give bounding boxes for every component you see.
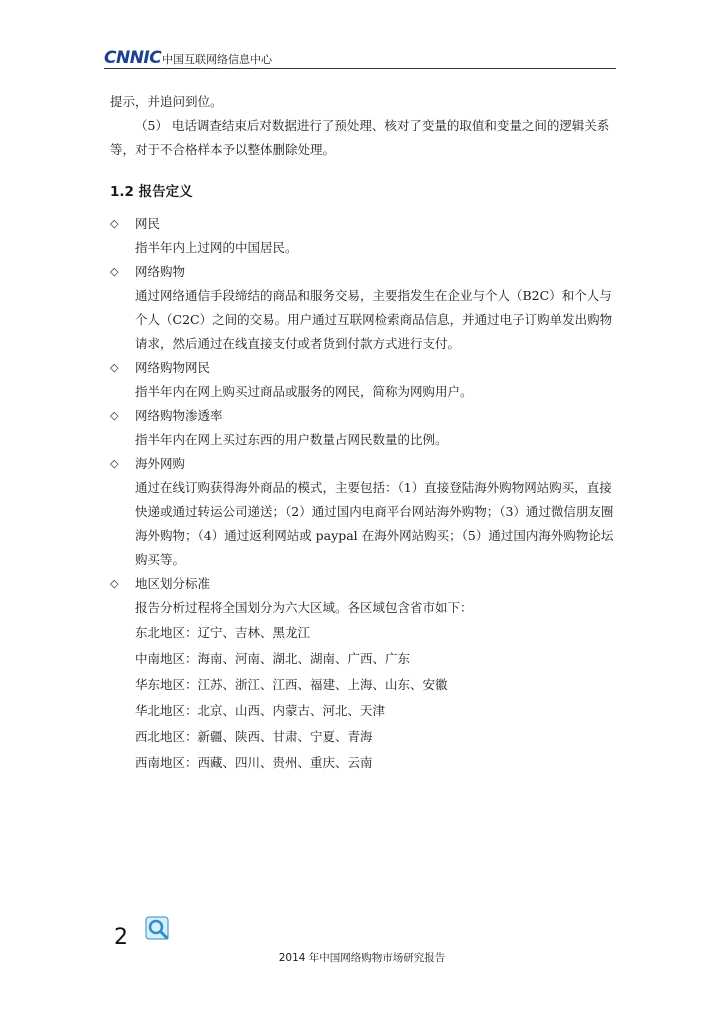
term-definition: 指半年内在网上购买过商品或服务的网民，简称为网购用户。 — [135, 384, 473, 399]
diamond-bullet-icon: ◇ — [110, 265, 119, 278]
cnnic-logo: CNNIC — [104, 48, 162, 68]
region-line: 西北地区：新疆、陕西、甘肃、宁夏、青海 — [135, 729, 373, 744]
term-item — [110, 212, 620, 260]
term-item — [110, 356, 620, 404]
intro-paragraph-5: （5） 电话调查结束后对数据进行了预处理、核对了变量的取值和变量之间的逻辑关系等，对于不合格样本予以整体删除处理。 — [110, 118, 610, 157]
term-list — [110, 212, 620, 620]
diamond-bullet-icon: ◇ — [110, 409, 119, 422]
page-header — [104, 46, 616, 70]
diamond-bullet-icon: ◇ — [110, 457, 119, 470]
header-divider — [104, 68, 616, 69]
term-label: 网络购物渗透率 — [135, 408, 223, 423]
region-line: 东北地区：辽宁、吉林、黑龙江 — [135, 625, 311, 640]
term-definition: 通过网络通信手段缔结的商品和服务交易，主要指发生在企业与个人（B2C）和个人与个人（C2C）之间的交易。用户通过互联网检索商品信息，并通过电子订购单发出购物请求，然后通过在线直接支付或者货到付款方式进行支付。 — [135, 288, 613, 351]
diamond-bullet-icon: ◇ — [110, 217, 119, 230]
diamond-bullet-icon: ◇ — [110, 577, 119, 590]
term-label: 网络购物 — [135, 264, 186, 279]
section-title: 1.2 报告定义 — [110, 184, 193, 200]
term-label: 网络购物网民 — [135, 360, 211, 375]
main-content — [110, 90, 620, 776]
region-list — [110, 620, 620, 776]
term-item — [110, 452, 620, 572]
term-label: 地区划分标准 — [135, 576, 211, 591]
footer-report-title: 2014 年中国网络购物市场研究报告 — [278, 952, 446, 964]
term-definition: 指半年内上过网的中国居民。 — [135, 240, 298, 255]
term-item — [110, 260, 620, 356]
diamond-bullet-icon: ◇ — [110, 361, 119, 374]
term-definition: 指半年内在网上买过东西的用户数量占网民数量的比例。 — [135, 432, 448, 447]
org-name: 中国互联网络信息中心 — [162, 53, 272, 66]
region-line: 中南地区：海南、河南、湖北、湖南、广西、广东 — [135, 651, 411, 666]
region-line: 西南地区：西藏、四川、贵州、重庆、云南 — [135, 755, 373, 770]
region-line: 华北地区：北京、山西、内蒙古、河北、天津 — [135, 703, 386, 718]
term-item — [110, 572, 620, 620]
magnifier-icon — [145, 916, 171, 942]
term-definition: 报告分析过程将全国划分为六大区域。各区域包含省市如下： — [135, 600, 473, 615]
page-number: 2 — [114, 925, 128, 950]
region-line: 华东地区：江苏、浙江、江西、福建、上海、山东、安徽 — [135, 677, 448, 692]
term-label: 海外网购 — [135, 456, 186, 471]
term-item — [110, 404, 620, 452]
term-definition: 通过在线订购获得海外商品的模式，主要包括：（1）直接登陆海外购物网站购买，直接快递或通过转运公司递送；（2）通过国内电商平台网站海外购物；（3）通过微信朋友圈海外购物；（4）通过返利网站或 paypal 在海外网站购买；（5）通过国内海外购物论坛购买等。 — [135, 480, 614, 567]
term-label: 网民 — [135, 216, 161, 231]
intro-line: 提示，并追问到位。 — [110, 94, 223, 109]
